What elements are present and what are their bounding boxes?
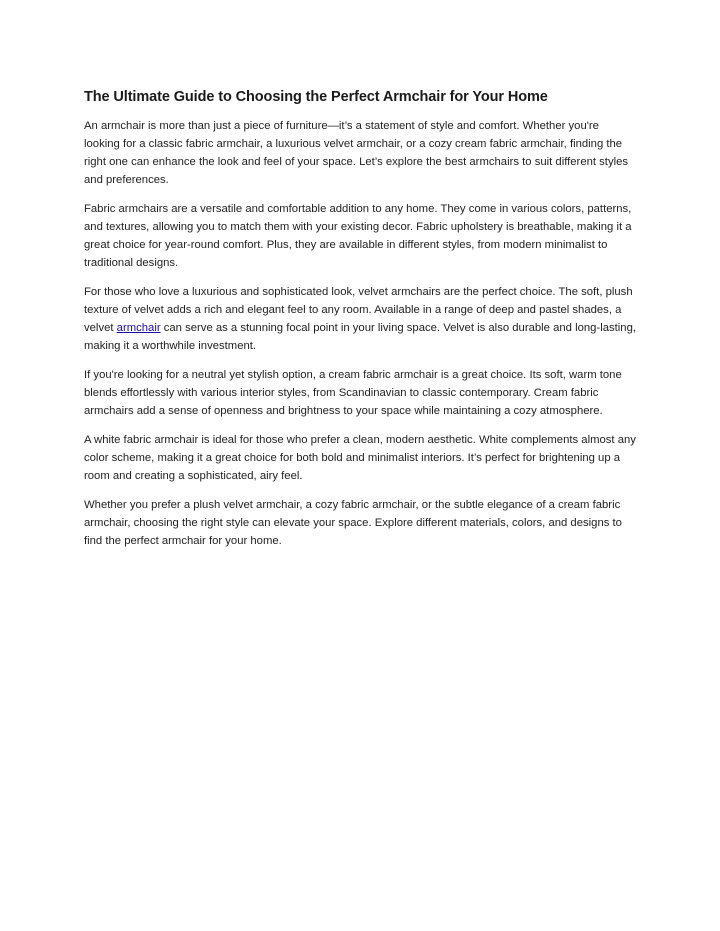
- document-title: The Ultimate Guide to Choosing the Perfect Armchair for Your Home: [84, 89, 548, 105]
- white-armchair-paragraph: A white fabric armchair is ideal for those who prefer a clean, modern aesthetic. White complements almost any color scheme, making it a great choice for both bold and minimalist interiors. It’s perfect for brightening up a room and creating a sophisticated, airy feel.: [84, 434, 636, 482]
- fabric-armchairs-paragraph: Fabric armchairs are a versatile and comfortable addition to any home. They come in various colors, patterns, and textures, allowing you to match them with your existing decor. Fabric upholstery is breathable, making it a great choice for year-round comfort. Plus, they are available in different styles, from modern minimalist to traditional designs.: [84, 203, 632, 269]
- velvet-paragraph-text-before: For those who love a luxurious and sophisticated look, velvet armchairs are the perfect choice. The soft, plush texture of velvet adds a rich and elegant feel to any room. Available in a range of deep and pastel shades, a velvet: [84, 286, 633, 334]
- cream-armchair-paragraph: If you're looking for a neutral yet stylish option, a cream fabric armchair is a great choice. Its soft, warm tone blends effortlessly with various interior styles, from Scandinavian to classic contemporary. Cream fabric armchairs add a sense of openness and brightness to your space while maintaining a cozy atmosphere.: [84, 369, 622, 417]
- velvet-armchairs-paragraph: [84, 283, 636, 355]
- intro-paragraph: An armchair is more than just a piece of furniture—it’s a statement of style and comfort. Whether you're looking for a classic fabric armchair, a luxurious velvet armchair, or a cozy cream fabric armchair, finding the right one can enhance the look and feel of your space. Let’s explore the best armchairs to suit different styles and preferences.: [84, 120, 629, 186]
- armchair-link[interactable]: armchair: [116, 322, 161, 334]
- document-page: [84, 86, 636, 561]
- conclusion-paragraph: Whether you prefer a plush velvet armchair, a cozy fabric armchair, or the subtle elegance of a cream fabric armchair, choosing the right style can elevate your space. Explore different materials, colors, and designs to find the perfect armchair for your home.: [84, 499, 622, 547]
- velvet-paragraph-text-after: can serve as a stunning focal point in your living space. Velvet is also durable and long-lasting, making it a worthwhile investment.: [84, 322, 636, 352]
